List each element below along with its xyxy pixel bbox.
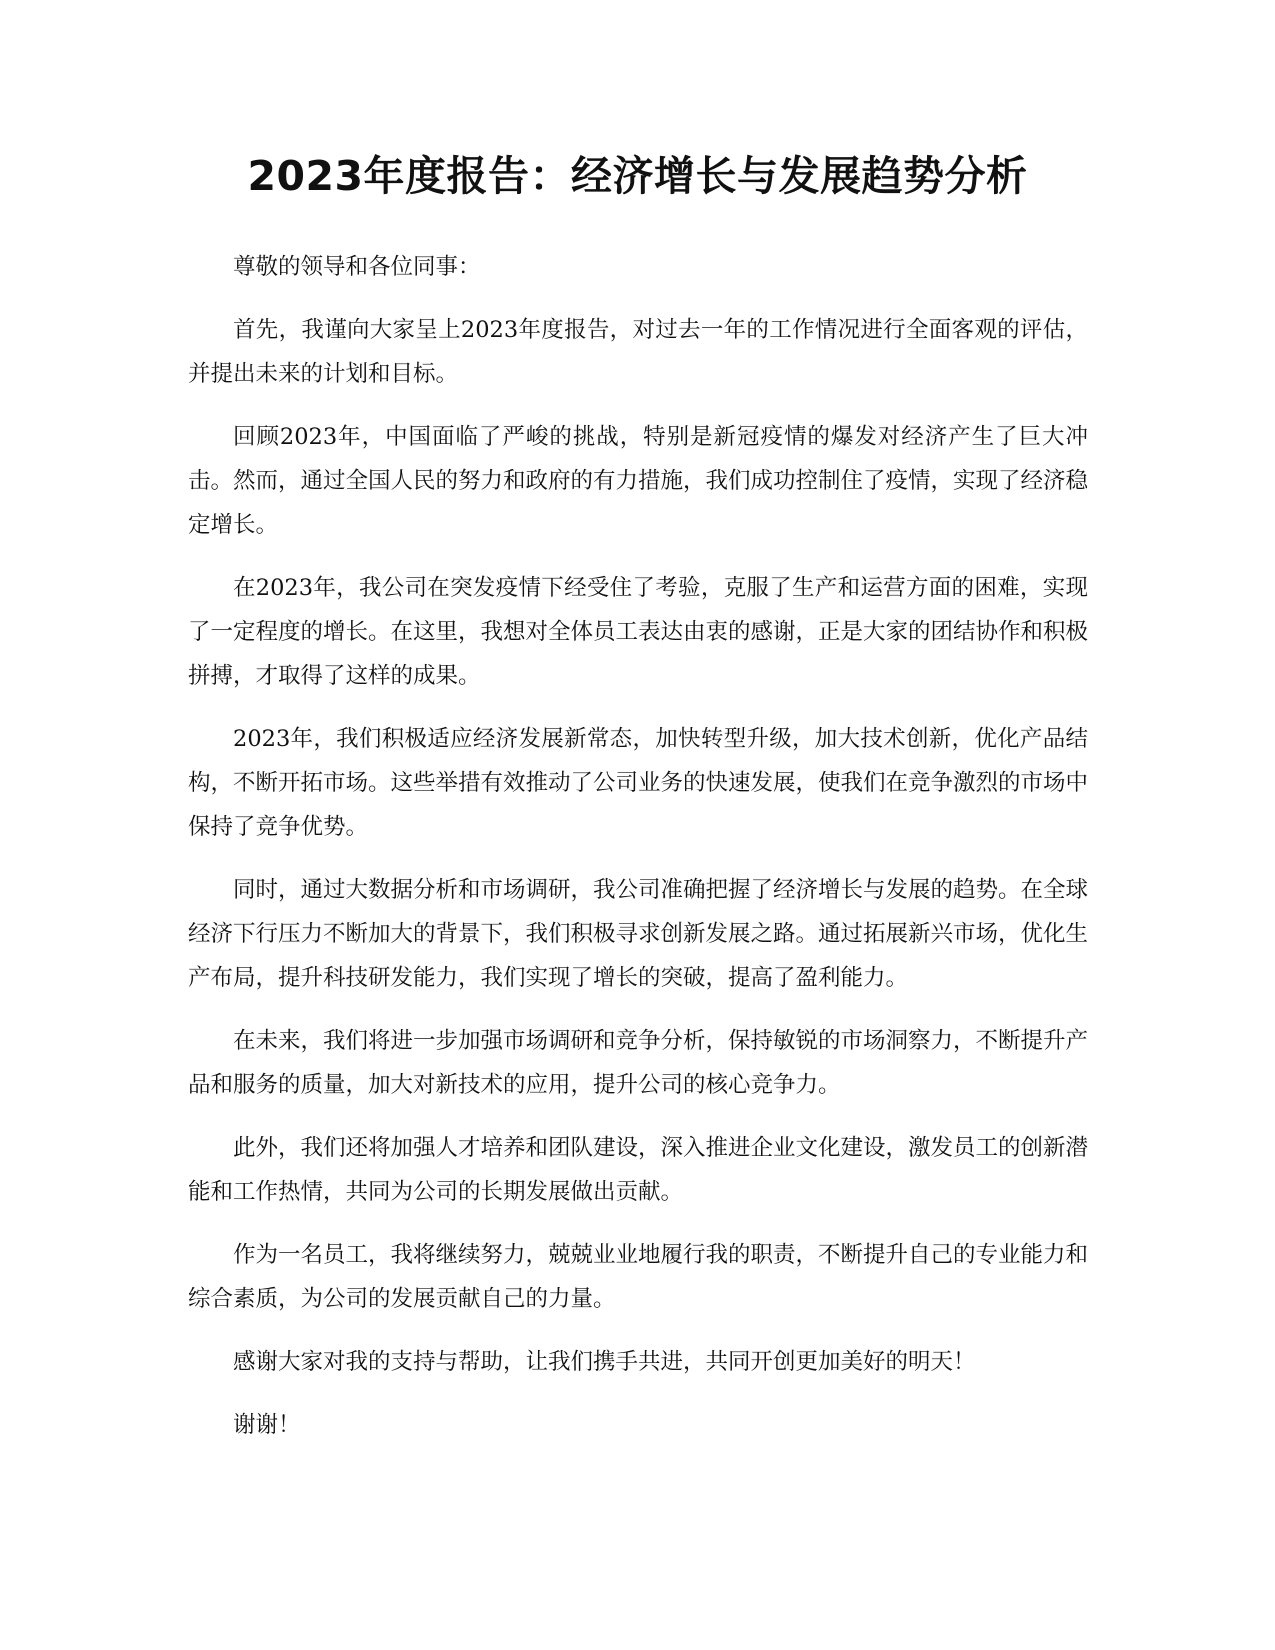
paragraph-introduction: 首先，我谨向大家呈上2023年度报告，对过去一年的工作情况进行全面客观的评估，并提出未来的计划和目标。	[188, 317, 1088, 387]
document-body	[188, 245, 1088, 1466]
paragraph-trend-analysis: 同时，通过大数据分析和市场调研，我公司准确把握了经济增长与发展的趋势。在全球经济下行压力不断加大的背景下，我们积极寻求创新发展之路。通过拓展新兴市场，优化生产布局，提升科技研发能力，我们实现了增长的突破，提高了盈利能力。	[188, 877, 1089, 991]
paragraph-company-growth: 在2023年，我公司在突发疫情下经受住了考验，克服了生产和运营方面的困难，实现了一定程度的增长。在这里，我想对全体员工表达由衷的感谢，正是大家的团结协作和积极拼搏，才取得了这样的成果。	[188, 575, 1089, 689]
paragraph-commitment: 作为一名员工，我将继续努力，兢兢业业地履行我的职责，不断提升自己的专业能力和综合素质，为公司的发展贡献自己的力量。	[188, 1242, 1089, 1312]
paragraph-future-plan: 在未来，我们将进一步加强市场调研和竞争分析，保持敏锐的市场洞察力，不断提升产品和服务的质量，加大对新技术的应用，提升公司的核心竞争力。	[188, 1028, 1089, 1098]
paragraph-review: 回顾2023年，中国面临了严峻的挑战，特别是新冠疫情的爆发对经济产生了巨大冲击。然而，通过全国人民的努力和政府的有力措施，我们成功控制住了疫情，实现了经济稳定增长。	[188, 424, 1089, 538]
document-title: 2023年度报告：经济增长与发展趋势分析	[247, 152, 1028, 200]
paragraph-transformation: 2023年，我们积极适应经济发展新常态，加快转型升级，加大技术创新，优化产品结构，不断开拓市场。这些举措有效推动了公司业务的快速发展，使我们在竞争激烈的市场中保持了竞争优势。	[188, 726, 1089, 840]
paragraph-salutation: 尊敬的领导和各位同事：	[233, 254, 481, 280]
paragraph-talent: 此外，我们还将加强人才培养和团队建设，深入推进企业文化建设，激发员工的创新潜能和工作热情，共同为公司的长期发展做出贡献。	[188, 1135, 1089, 1205]
paragraph-closing: 谢谢！	[233, 1412, 301, 1438]
paragraph-gratitude: 感谢大家对我的支持与帮助，让我们携手共进，共同开创更加美好的明天！	[233, 1349, 976, 1375]
